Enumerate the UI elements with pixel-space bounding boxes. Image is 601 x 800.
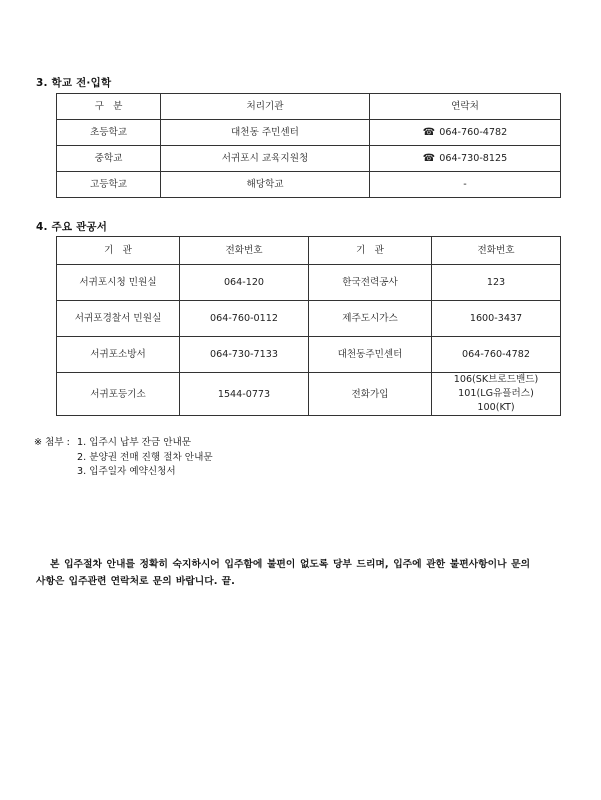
contact-cell [370, 120, 561, 146]
closing-line-2: 사항은 입주관련 연락처로 문의 바랍니다. 끝. [36, 576, 235, 587]
contact-cell: - [370, 172, 561, 198]
telecom-number-kt: 100(KT) [477, 402, 515, 413]
phone-number-cell: 064-760-4782 [432, 337, 561, 373]
agency-cell: 대천동 주민센터 [161, 120, 370, 146]
telecom-number-lg: 101(LG유플러스) [458, 388, 534, 399]
office-name-cell: 대천동주민센터 [309, 337, 432, 373]
attachment-item: 3. 입주일자 예약신청서 [77, 466, 176, 477]
phone-number-cell: 064-120 [180, 265, 309, 301]
header-cell: 전화번호 [432, 237, 561, 265]
attachment-item: 2. 분양권 전매 진행 절차 안내문 [77, 451, 213, 463]
school-category-cell: 초등학교 [57, 120, 161, 146]
office-name-cell: 서귀포시청 민원실 [57, 265, 180, 301]
table-row [57, 120, 561, 146]
public-offices-table [56, 236, 561, 416]
school-transfer-table [56, 93, 561, 198]
office-name-cell: 서귀포경찰서 민원실 [57, 301, 180, 337]
header-cell: 기 관 [57, 237, 180, 265]
header-cell: 전화번호 [180, 237, 309, 265]
contact-cell [370, 146, 561, 172]
contact-number: 064-760-4782 [439, 127, 508, 138]
telecom-number-sk: 106(SK브로드밴드) [453, 374, 539, 385]
header-cell: 구 분 [57, 94, 161, 120]
phone-number-cell [432, 373, 561, 416]
office-name-cell: 전화가입 [309, 373, 432, 416]
closing-statement [36, 556, 566, 590]
section-4-title: 4. 주요 관공서 [36, 221, 108, 233]
office-name-cell: 서귀포소방서 [57, 337, 180, 373]
table-row [57, 146, 561, 172]
phone-number-cell: 123 [432, 265, 561, 301]
header-cell: 연락처 [370, 94, 561, 120]
school-category-cell: 고등학교 [57, 172, 161, 198]
header-cell: 기 관 [309, 237, 432, 265]
agency-cell: 서귀포시 교육지원청 [161, 146, 370, 172]
phone-icon: ☎ [422, 153, 436, 164]
header-cell: 처리기관 [161, 94, 370, 120]
closing-line-1: 본 입주절차 안내를 정확히 숙지하시어 입주함에 불편이 없도록 당부 드리며, 입주에 관한 불편사항이나 문의 [50, 559, 531, 570]
table-row [57, 373, 561, 416]
agency-cell: 해당학교 [161, 172, 370, 198]
contact-number: 064-730-8125 [439, 153, 508, 164]
phone-number-cell: 1544-0773 [180, 373, 309, 416]
table-header-row [57, 237, 561, 265]
school-category-cell: 중학교 [57, 146, 161, 172]
office-name-cell: 제주도시가스 [309, 301, 432, 337]
attachment-item: 1. 입주시 납부 잔금 안내문 [77, 437, 192, 448]
attachments-list [34, 436, 213, 480]
phone-number-cell: 064-760-0112 [180, 301, 309, 337]
table-row [57, 337, 561, 373]
attachments-label: ※ 첨부 : [34, 437, 70, 448]
section-3-title: 3. 학교 전·입학 [36, 77, 112, 89]
phone-icon: ☎ [422, 127, 436, 138]
table-header-row [57, 94, 561, 120]
phone-number-cell: 064-730-7133 [180, 337, 309, 373]
table-row [57, 301, 561, 337]
table-row [57, 265, 561, 301]
office-name-cell: 서귀포등기소 [57, 373, 180, 416]
table-row [57, 172, 561, 198]
office-name-cell: 한국전력공사 [309, 265, 432, 301]
phone-number-cell: 1600-3437 [432, 301, 561, 337]
